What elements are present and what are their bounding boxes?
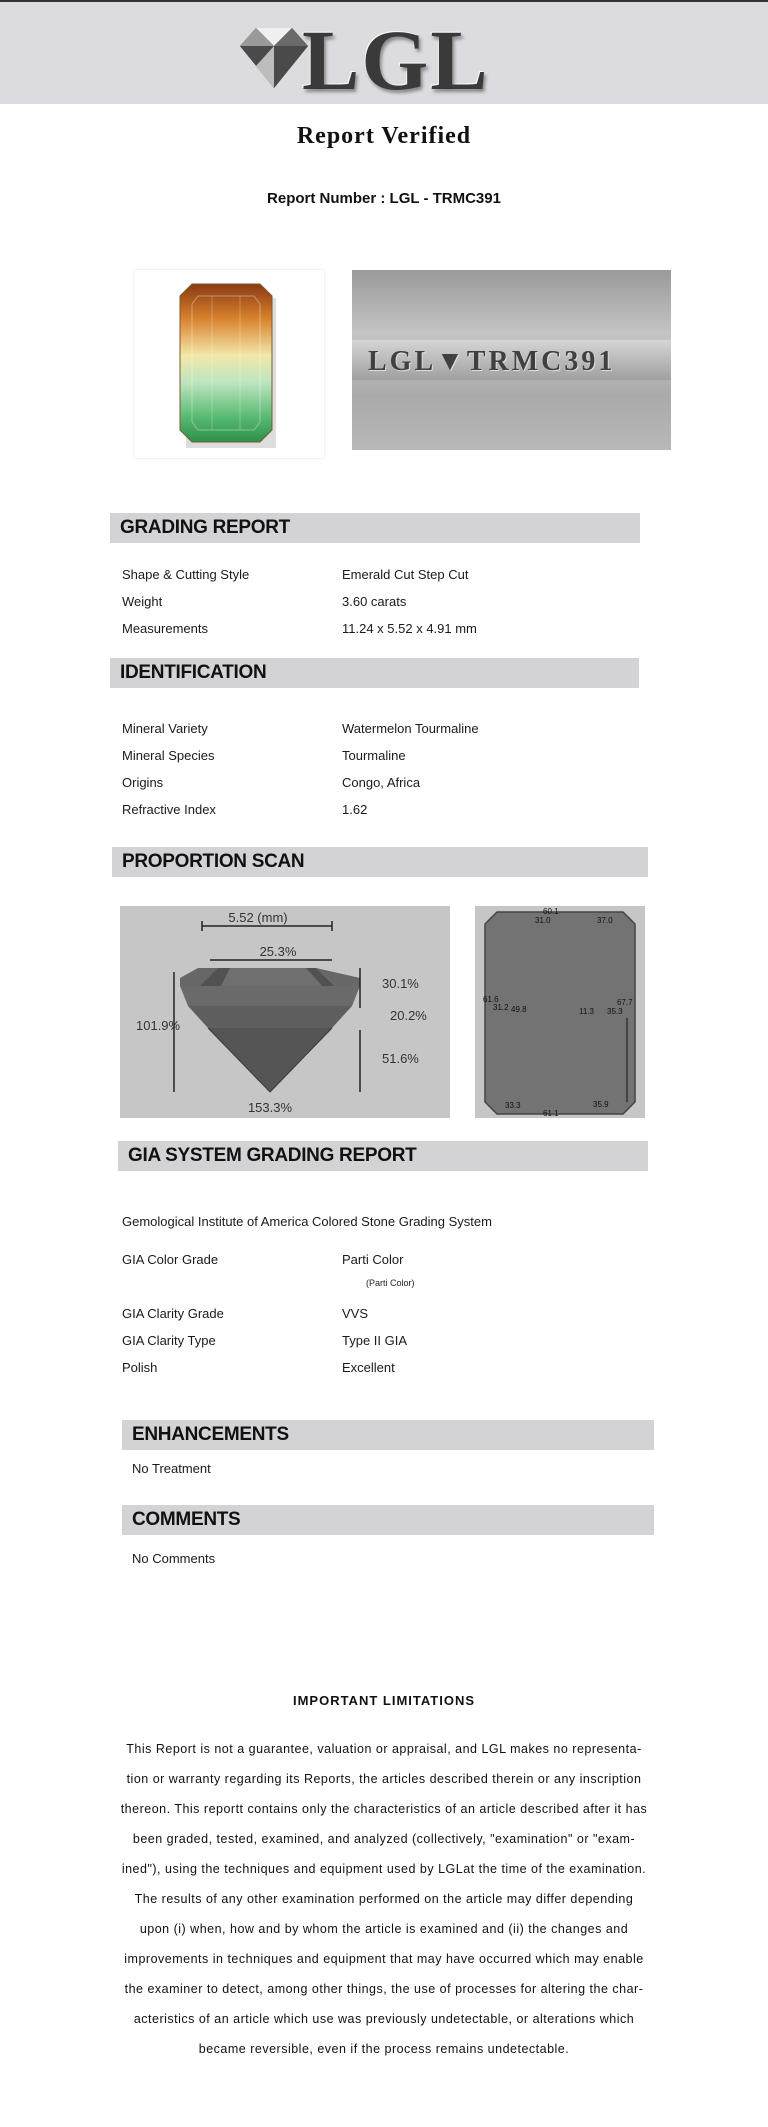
- inscription-text: LGL▼TRMC391: [368, 346, 616, 377]
- limitations-line: thereon. This reportt contains only the characteristics of an article described after it has: [120, 1802, 648, 1816]
- culet-label: 153.3%: [247, 1100, 293, 1115]
- limitations-line: acteristics of an article which use was previously undetectable, or alterations which: [133, 2012, 635, 2026]
- measurements-label: Measurements: [122, 621, 208, 636]
- inscription-image: [352, 270, 671, 450]
- mineral-variety-value: Watermelon Tourmaline: [342, 721, 479, 736]
- comments-header: COMMENTS: [122, 1505, 654, 1535]
- comments-text: No Comments: [132, 1551, 216, 1566]
- limitations-line: The results of any other examination performed on the article may differ depending: [134, 1892, 634, 1906]
- gemstone-image: [134, 270, 324, 458]
- limitations-line: tion or warranty regarding its Reports, the articles described therein or any inscription: [126, 1772, 642, 1786]
- width-label: 5.52 (mm): [228, 910, 288, 925]
- proportion-top-diagram: [475, 906, 645, 1118]
- gia-clarity-grade-value: VVS: [342, 1306, 369, 1321]
- enhancements-header: ENHANCEMENTS: [122, 1420, 654, 1450]
- origins-label: Origins: [122, 775, 164, 790]
- limitations-body: [118, 1734, 650, 2064]
- enhancements-text: No Treatment: [132, 1461, 211, 1476]
- mid-left-a-value: 61.6: [483, 995, 499, 1004]
- lgl-logo[interactable]: [232, 12, 492, 108]
- limitations-line: upon (i) when, how and by whom the article is examined and (ii) the changes and: [139, 1922, 629, 1936]
- limitations-line: been graded, tested, examined, and analyzed (collectively, "examination" or "exam-: [132, 1832, 636, 1846]
- bottom-left-value: 33.3: [505, 1101, 521, 1110]
- limitations-line: became reversible, even if the process remains undetectable.: [198, 2042, 570, 2056]
- mid-right-b-value: 35.3: [607, 1007, 623, 1016]
- proportion-scan-header: PROPORTION SCAN: [112, 847, 648, 877]
- gia-subtitle: Gemological Institute of America Colored Stone Grading System: [122, 1214, 492, 1229]
- logo-text: LGL: [302, 12, 490, 108]
- limitations-title: IMPORTANT LIMITATIONS: [292, 1693, 476, 1708]
- gia-clarity-type-value: Type II GIA: [342, 1333, 408, 1348]
- page-title: Report Verified: [296, 123, 472, 149]
- limitations-line: the examiner to detect, among other things, the use of processes for altering the char-: [124, 1982, 644, 1996]
- gia-clarity-type-label: GIA Clarity Type: [122, 1333, 216, 1348]
- top-right-value: 37.0: [597, 916, 613, 925]
- color-grade-note: (Parti Color): [366, 1278, 415, 1288]
- limitations-line: improvements in techniques and equipment that may have occurred which may enable: [124, 1952, 644, 1966]
- gia-clarity-grade-label: GIA Clarity Grade: [122, 1306, 224, 1321]
- table-label: 25.3%: [259, 944, 297, 959]
- shape-value: Emerald Cut Step Cut: [342, 567, 469, 582]
- pavilion-label: 51.6%: [382, 1051, 419, 1066]
- mineral-variety-label: Mineral Variety: [122, 721, 208, 736]
- gia-color-grade-label: GIA Color Grade: [122, 1252, 219, 1267]
- mid-right-c-value: 67.7: [617, 998, 633, 1007]
- header-banner: [0, 2, 768, 108]
- refractive-index-value: 1.62: [342, 802, 368, 817]
- identification-header: IDENTIFICATION: [110, 658, 639, 688]
- girdle-label: 20.2%: [390, 1008, 427, 1023]
- weight-label: Weight: [122, 594, 163, 609]
- polish-label: Polish: [122, 1360, 158, 1375]
- bottom-right-value: 35.9: [593, 1100, 609, 1109]
- polish-value: Excellent: [342, 1360, 395, 1375]
- refractive-index-label: Refractive Index: [122, 802, 216, 817]
- top-left-value: 31.0: [535, 916, 551, 925]
- measurements-value: 11.24 x 5.52 x 4.91 mm: [342, 621, 477, 636]
- bottom-center-value: 61.1: [543, 1109, 559, 1118]
- report-number: Report Number : LGL - TRMC391: [267, 190, 501, 207]
- weight-value: 3.60 carats: [342, 594, 407, 609]
- grading-report-header: GRADING REPORT: [110, 513, 640, 543]
- proportion-side-diagram: [120, 906, 450, 1118]
- shape-label: Shape & Cutting Style: [122, 567, 250, 582]
- mid-left-b-value: 31.2: [493, 1003, 509, 1012]
- mid-left-c-value: 49.8: [511, 1005, 527, 1014]
- mineral-species-label: Mineral Species: [122, 748, 215, 763]
- origins-value: Congo, Africa: [342, 775, 421, 790]
- crown-label: 30.1%: [382, 976, 419, 991]
- mid-right-a-value: 11.3: [579, 1007, 594, 1016]
- depth-label: 101.9%: [136, 1018, 181, 1033]
- gia-color-grade-value: Parti Color: [342, 1252, 404, 1267]
- top-center-value: 60.1: [543, 907, 559, 916]
- gia-report-header: GIA SYSTEM GRADING REPORT: [118, 1141, 648, 1171]
- limitations-line: This Report is not a guarantee, valuation or appraisal, and LGL makes no representa-: [126, 1742, 642, 1756]
- mineral-species-value: Tourmaline: [342, 748, 406, 763]
- limitations-line: ined"), using the techniques and equipment used by LGLat the time of the examination.: [121, 1862, 647, 1876]
